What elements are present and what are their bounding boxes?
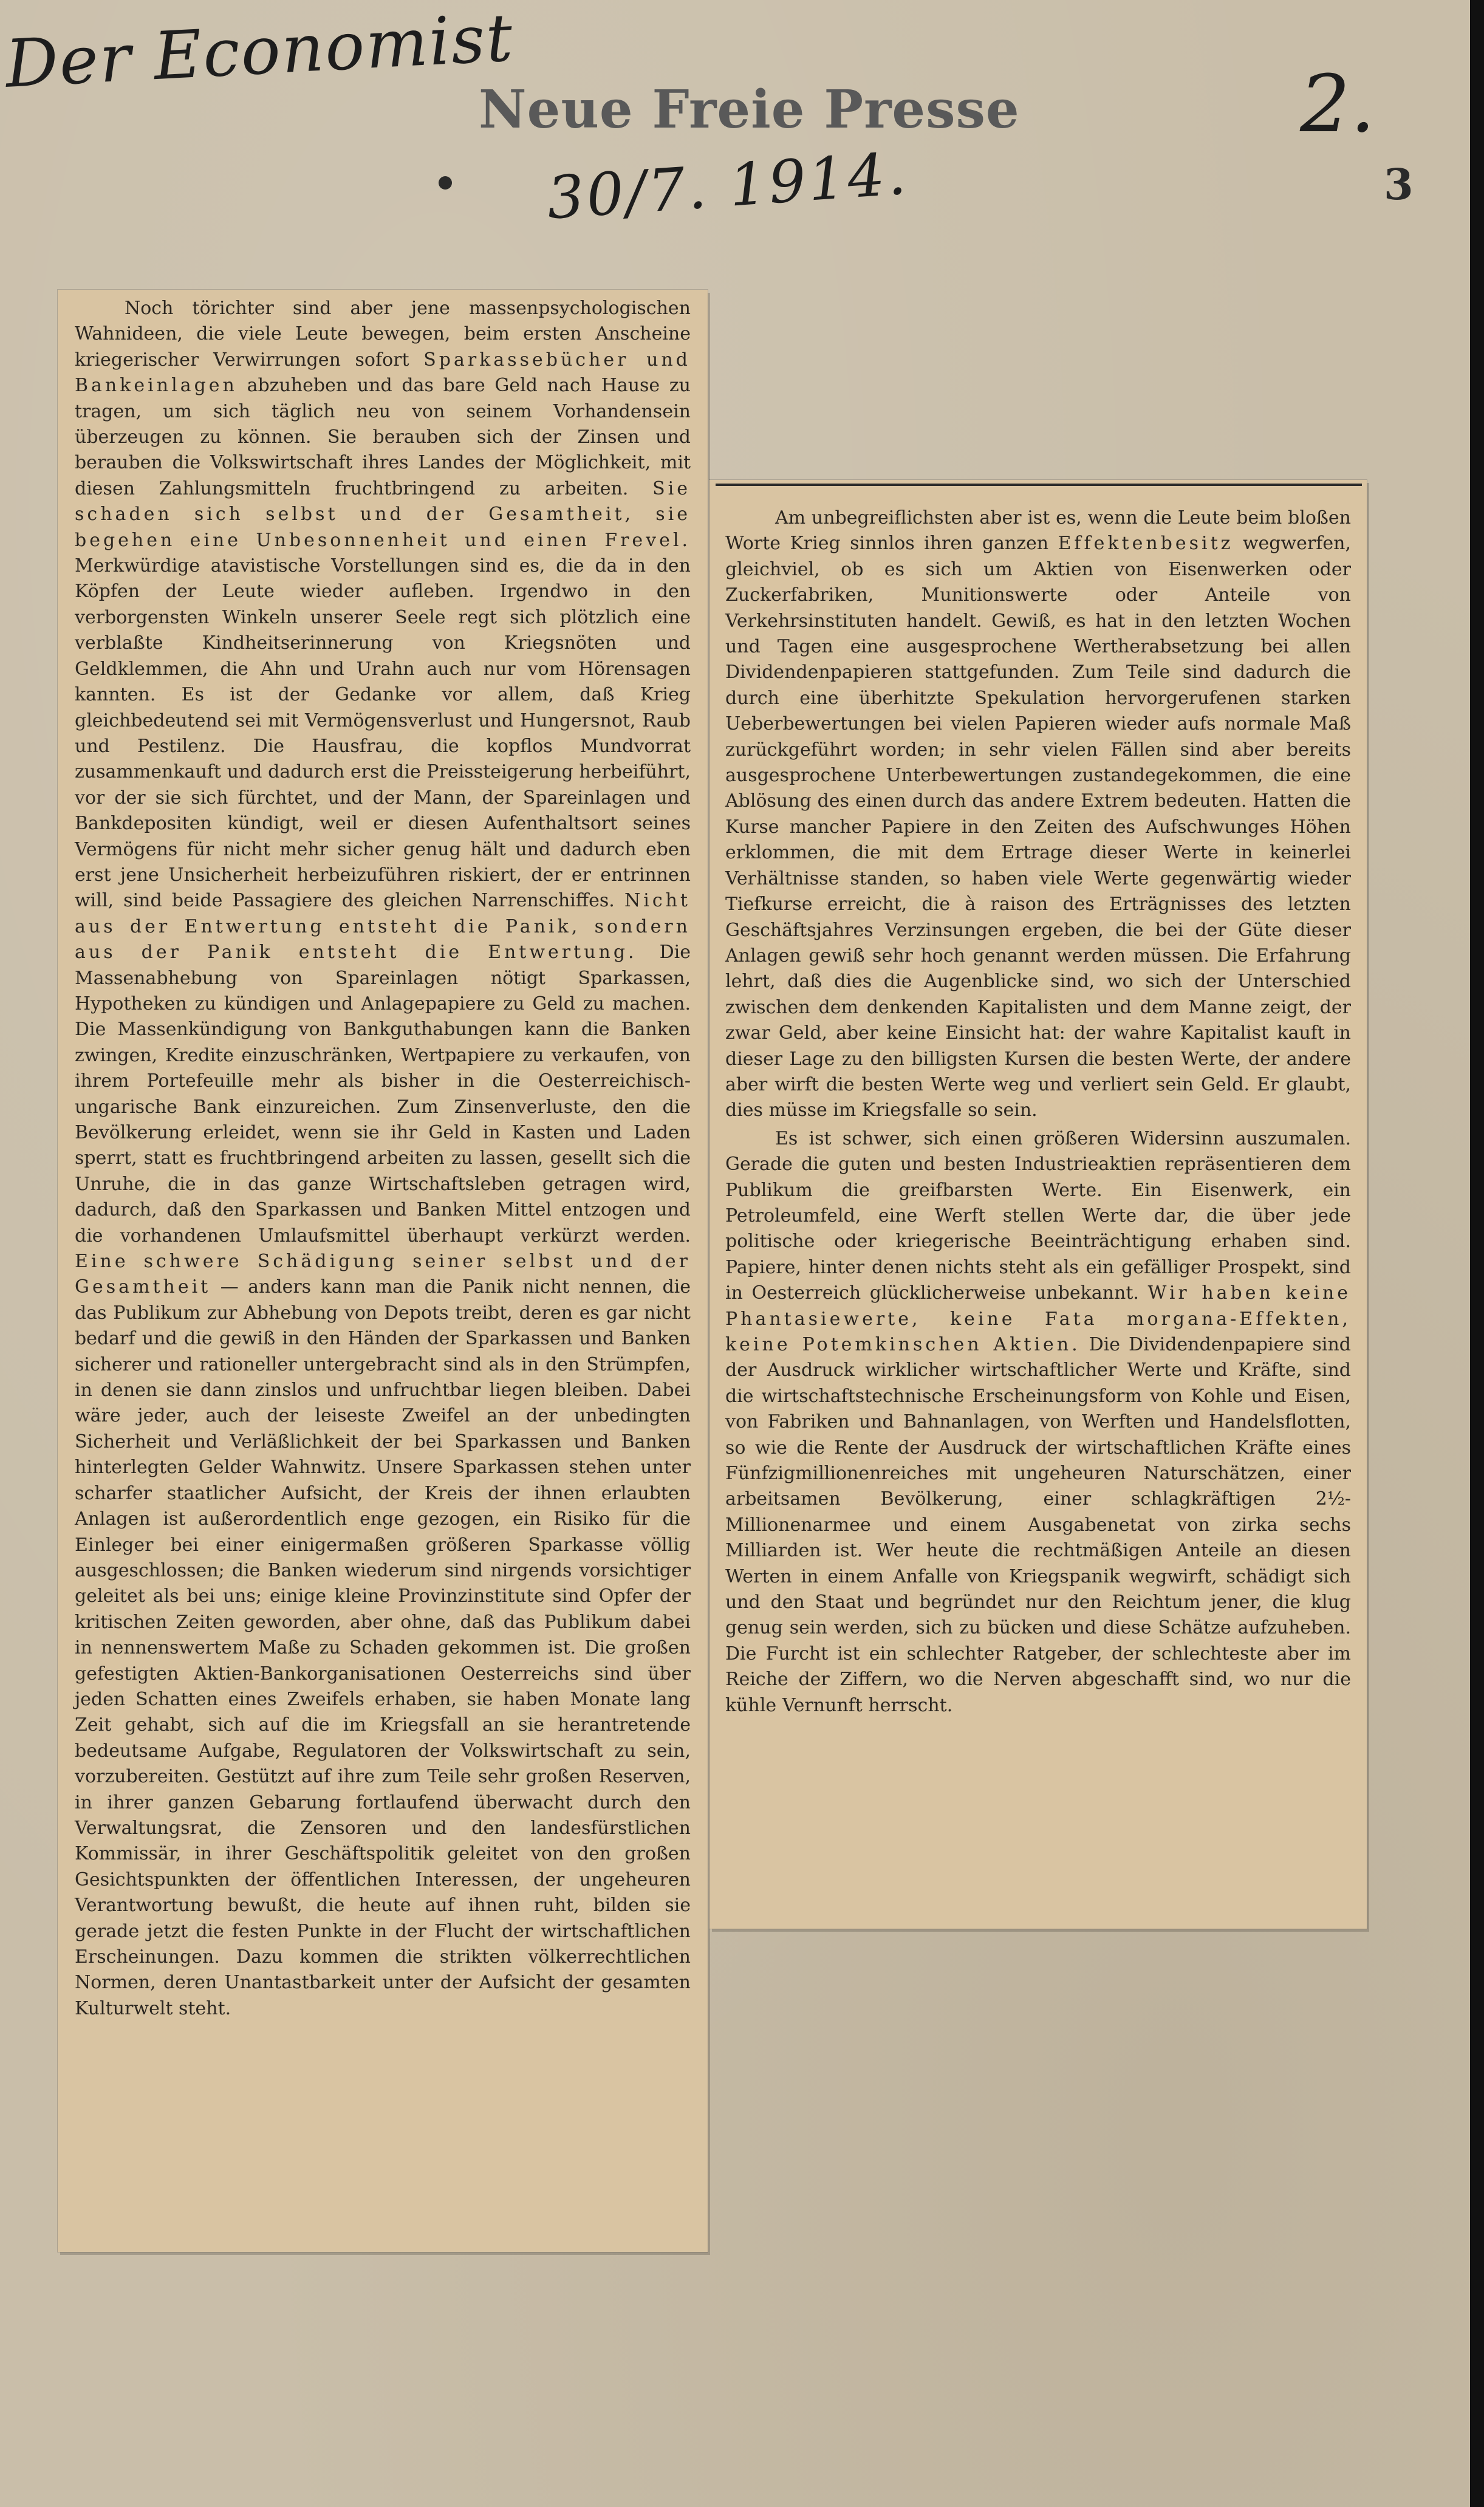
newspaper-clipping-left bbox=[58, 290, 708, 2252]
article-text: Es ist schwer, sich einen größeren Widersinn auszumalen. Gerade die guten und besten Industrieaktien repräsentieren dem Publikum die greifbarsten Werte. Ein Eisenwerk, ein Petroleumfeld, eine Werft stellen Werte dar, die über jede politische oder kriegerische Beeinträchtigung erhaben sind. Papiere, hinter denen nichts steht als ein gefälliger Prospekt, sind in Oesterreich glücklicherweise unbekannt. bbox=[725, 1127, 1351, 1304]
article-text: Merkwürdige atavistische Vorstellungen sind es, die da in den Köpfen der Leute wieder aufleben. Irgendwo in den verborgensten Winkeln unserer Seele regt sich plötzlich eine verblaßte Kindheitserinnerung von Kriegsnöten und Geldklemmen, die Ahn und Urahn auch nur vom Hörensagen kannten. Es ist der Gedanke vor allem, daß Krieg gleichbedeutend sei mit Vermögensverlust und Hungersnot, Raub und Pestilenz. Die Hausfrau, die kopflos Mundvorrat zusammenkauft und dadurch erst die Preissteigerung herbeiführt, vor der sie sich fürchtet, und der Mann, der Spareinlagen und Bankdepositen kündigt, weil er diesen Aufenthaltsort seines Vermögens für nicht mehr sicher genug hält und dadurch eben erst jene Unsicherheit herbeizuführen riskiert, der er entrinnen will, sind beide Passagiere des gleichen Narrenschiffes. bbox=[75, 555, 691, 912]
article-column-left bbox=[75, 296, 691, 2022]
article-text: abzuheben und das bare Geld nach Hause zu tragen, um sich täglich neu von seinem Vorhandensein überzeugen zu können. Sie berauben sich der Zinsen und berauben die Volkswirtschaft ihres Landes der Möglichkeit, mit diesen Zahlungsmitteln fruchtbringend zu arbeiten. bbox=[75, 375, 691, 499]
scan-edge bbox=[1470, 0, 1484, 2507]
spaced-emphasis-text: Effektenbesitz bbox=[1058, 533, 1234, 555]
column-rule bbox=[716, 484, 1362, 486]
paragraph bbox=[75, 296, 691, 2022]
spaced-emphasis-text: Sie schaden sich selbst und der Gesamtheit, sie begehen eine Unbesonnenheit und einen Frevel. bbox=[75, 477, 691, 551]
spaced-emphasis-text: Sparkassebücher und Bankeinlagen bbox=[75, 349, 691, 397]
handwritten-source-title: Der Economist bbox=[4, 0, 516, 103]
article-text: wegwerfen, gleichviel, ob es sich um Aktien von Eisenwerken oder Zuckerfabriken, Munitionswerte oder Anteile von Verkehrsinstituten handelt. Gewiß, es hat in den letzten Wochen und Tagen eine ausgesprochene Wertherabsetzung bei allen Dividendenpapieren stattgefunden. Zum Teile sind dadurch die durch eine überhitzte Spekulation hervorgerufenen starken Ueberbewertungen bei vielen Papieren wieder aufs normale Maß zurückgeführt worden; in sehr vielen Fällen sind aber bereits ausgesprochene Unterbewertungen zustandegekommen, die eine Ablösung des einen durch das andere Extrem bedeuten. Hatten die Kurse mancher Papiere in den Zeiten des Aufschwunges Höhen erklommen, die mit dem Ertrage dieser Werte in keinerlei Verhältnisse standen, so haben viele Werte gegenwärtig wieder Tiefkurse erreicht, die à raison des Erträgnisses des letzten Geschäftsjahres Verzinsungen ergeben, die bei der Güte dieser Anlagen gewiß sehr hoch genannt werden müssen. Die Erfahrung lehrt, daß dies die Augenblicke sind, wo sich der Unterschied zwischen dem denkenden Kapitalisten und dem Manne zeigt, der zwar Geld, aber keine Einsicht hat: der wahre Kapitalist kauft in dieser Lage zu den billigsten Kursen die besten Werte, der andere aber wirft die besten Werte weg und verliert sein Geld. Er glaubt, dies müsse im Kriegsfalle so sein. bbox=[725, 533, 1351, 1121]
spaced-emphasis-text: Nicht aus der Entwertung entsteht die Panik, sondern aus der Panik entsteht die Entwertung. bbox=[75, 890, 691, 963]
article-text: — anders kann man die Panik nicht nennen, die das Publikum zur Abhebung von Depots treibt, deren es gar nicht bedarf und die gewiß in den Händen der Sparkassen und Banken sicherer und rationeller untergebracht sind als in den Strümpfen, in denen sie dann zinslos und unfruchtbar liegen bleiben. Dabei wäre jeder, auch der leiseste Zweifel an der unbedingten Sicherheit und Verläßlichkeit der bei Sparkassen und Banken hinterlegten Gelder Wahnwitz. Unsere Sparkassen stehen unter scharfer staatlicher Aufsicht, der Kreis der ihnen erlaubten Anlagen ist außerordentlich enge gezogen, ein Risiko für die Einleger bei einer einigermaßen größeren Sparkasse völlig ausgeschlossen; die Banken wiederum sind nirgends vorsichtiger geleitet als bei uns; einige kleine Provinzinstitute sind Opfer der kritischen Zeiten geworden, aber ohne, daß das Publikum dabei in nennenswertem Maße zu Schaden gekommen ist. Die großen gefestigten Aktien-Bankorganisationen Oesterreichs sind über jeden Schatten eines Zweifels erhaben, sie haben Monate lang Zeit gehabt, sich auf die im Kriegsfall an sie herantretende bedeutsame Aufgabe, Regulatoren der Volkswirtschaft zu sein, vorzubereiten. Gestützt auf ihre zum Teile sehr großen Reserven, in ihrer ganzen Gebarung fortlaufend überwacht durch den Verwaltungsrat, die Zensoren und den landesfürstlichen Kommissär, in ihrer Geschäftspolitik geleitet von den großen Gesichtspunkten der öffentlichen Interessen, der ungeheuren Verantwortung bewußt, die heute auf ihnen ruht, bilden sie gerade jetzt die festen Punkte in der Flucht der wirtschaftlichen Erscheinungen. Dazu kommen die strikten völkerrechtlichen Normen, deren Unantastbarkeit unter der Aufsicht der gesamten Kulturwelt steht. bbox=[75, 1276, 691, 2019]
article-text: Am unbegreiflichsten aber ist es, wenn die Leute beim bloßen Worte Krieg sinnlos ihren ganzen bbox=[725, 507, 1351, 555]
page-number: 3 bbox=[1384, 159, 1414, 210]
article-column-right bbox=[725, 505, 1351, 1719]
newspaper-masthead: Neue Freie Presse bbox=[479, 79, 1020, 140]
paragraph bbox=[725, 505, 1351, 1124]
handwritten-number: 2. bbox=[1300, 58, 1376, 150]
article-text: Die Dividendenpapiere sind der Ausdruck wirklicher wirtschaftlicher Werte und Kräfte, sind die wirtschaftstechnische Erscheinungsform von Kohle und Eisen, von Fabriken und Bahnanlagen, von Werften und Handelsflotten, so wie die Rente der Ausdruck der wirtschaftlichen Kräfte eines Fünfzigmillionenreiches mit ungeheuren Naturschätzen, einer arbeitsamen Bevölkerung, einer schlagkräftigen 2½-Millionenarmee und einem Ausgabenetat von zirka sechs Milliarden ist. Wer heute die rechtmäßigen Anteile an diesen Werten in einem Anfalle von Kriegspanik wegwirft, schädigt sich und den Staat und begründet nur den Reichtum jener, die klug genug sein werden, sich zu bücken und diese Schätze aufzuheben. Die Furcht ist ein schlechter Ratgeber, der schlechteste aber im Reiche der Ziffern, wo die Nerven abgeschafft sind, wo nur die kühle Vernunft herrscht. bbox=[725, 1334, 1351, 1716]
ink-dot bbox=[439, 176, 452, 190]
paragraph bbox=[725, 1126, 1351, 1719]
spaced-emphasis-text: Eine schwere Schädigung seiner selbst und der Gesamtheit bbox=[75, 1251, 691, 1298]
article-text: Noch törichter sind aber jene massenpsychologischen Wahnideen, die viele Leute bewegen, beim ersten Anscheine kriegerischer Verwirrungen sofort bbox=[75, 298, 691, 371]
article-text: Die Massenabhebung von Spareinlagen nötigt Sparkassen, Hypotheken zu kündigen und Anlagepapiere zu Geld zu machen. Die Massenkündigung von Bankguthabungen kann die Banken zwingen, Kredite einzuschränken, Wertpapiere zu verkaufen, von ihrem Portefeuille mehr als bisher in die Oesterreichisch-ungarische Bank einzureichen. Zum Zinsenverluste, den die Bevölkerung erleidet, wenn sie ihr Geld in Kasten und Laden sperrt, statt es fruchtbringend arbeiten zu lassen, gesellt sich die Unruhe, die in das ganze Wirtschaftsleben getragen wird, dadurch, daß den Sparkassen und Banken Mittel entzogen und die vorhandenen Umlaufsmittel überhaupt verkürzt werden. bbox=[75, 942, 691, 1247]
handwritten-date: 30/7. 1914. bbox=[544, 139, 911, 233]
spaced-emphasis-text: Wir haben keine Phantasiewerte, keine Fata morgana-Effekten, keine Potemkinschen Aktien. bbox=[725, 1282, 1351, 1355]
newspaper-clipping-right bbox=[710, 480, 1367, 1929]
